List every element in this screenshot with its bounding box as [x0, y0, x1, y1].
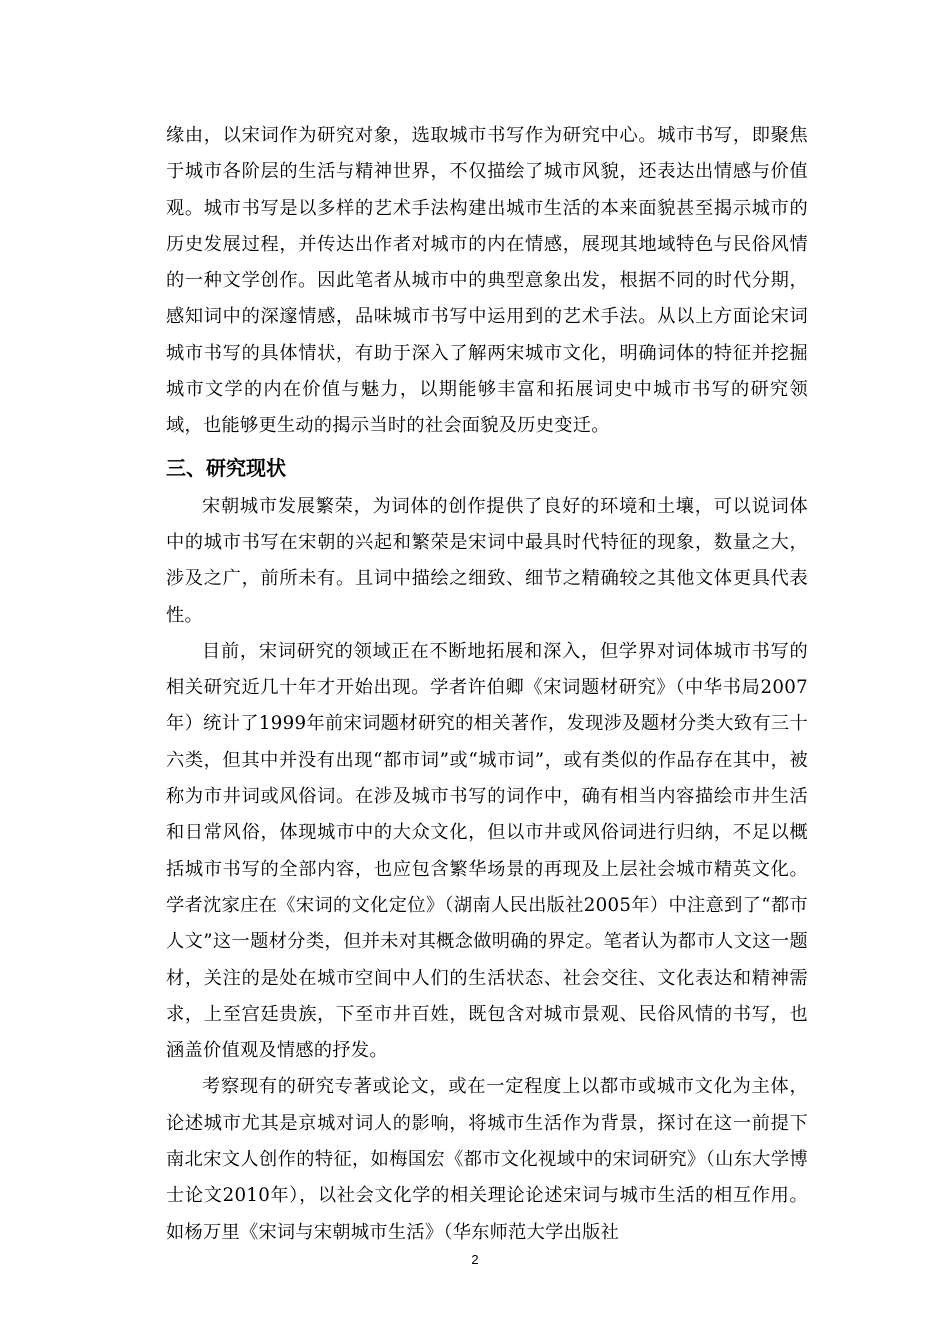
research-status-paragraph-1: 宋朝城市发展繁荣，为词体的创作提供了良好的环境和土壤，可以说词体中的城市书写在宋朝的兴起和繁荣是宋词中最具时代特征的现象，数量之大，涉及之广，前所未有。且词中描绘之细致、细节之精确较之其他文体更具代表性。 [166, 495, 808, 626]
research-status-paragraph-3: 考察现有的研究专著或论文，或在一定程度上以都市或城市文化为主体，论述城市尤其是京城对词人的影响，将城市生活作为背景，探讨在这一前提下南北宋文人创作的特征，如梅国宏《都市文化视域中的宋词研究》（山东大学博士论文2010年），以社会文化学的相关理论论述宋词与城市生活的相互作用。如杨万里《宋词与宋朝城市生活》（华东师范大学出版社 [166, 1076, 808, 1243]
page-number: 2 [471, 1252, 479, 1267]
research-status-paragraph-2: 目前，宋词研究的领域正在不断地拓展和深入，但学界对词体城市书写的相关研究近几十年才开始出现。学者许伯卿《宋词题材研究》（中华书局2007年）统计了1999年前宋词题材研究的相关著作，发现涉及题材分类大致有三十六类，但其中并没有出现“都市词”或“城市词”，或有类似的作品存在其中，被称为市井词或风俗词。在涉及城市书写的词作中，确有相当内容描绘市井生活和日常风俗，体现城市中的大众文化，但以市井或风俗词进行归纳，不足以概括城市书写的全部内容，也应包含繁华场景的再现及上层社会城市精英文化。学者沈家庄在《宋词的文化定位》（湖南人民出版社2005年）中注意到了“都市人文”这一题材分类，但并未对其概念做明确的界定。笔者认为都市人文这一题材，关注的是处在城市空间中人们的生活状态、社会交往、文化表达和精神需求，上至宫廷贵族，下至市井百姓，既包含对城市景观、民俗风情的书写，也涵盖价值观及情感的抒发。 [166, 640, 808, 1062]
page-body [166, 118, 808, 1251]
intro-paragraph: 缘由，以宋词作为研究对象，选取城市书写作为研究中心。城市书写，即聚焦于城市各阶层的生活与精神世界，不仅描绘了城市风貌，还表达出情感与价值观。城市书写是以多样的艺术手法构建出城市生活的本来面貌甚至揭示城市的历史发展过程，并传达出作者对城市的内在情感，展现其地域特色与民俗风情的一种文学创作。因此笔者从城市中的典型意象出发，根据不同的时代分期，感知词中的深邃情感，品味城市书写中运用到的艺术手法。从以上方面论宋词城市书写的具体情状，有助于深入了解两宋城市文化，明确词体的特征并挖掘城市文学的内在价值与魅力，以期能够丰富和拓展词史中城市书写的研究领域，也能够更生动的揭示当时的社会面貌及历史变迁。 [166, 125, 808, 437]
section-heading: 三、研究现状 [166, 455, 286, 480]
